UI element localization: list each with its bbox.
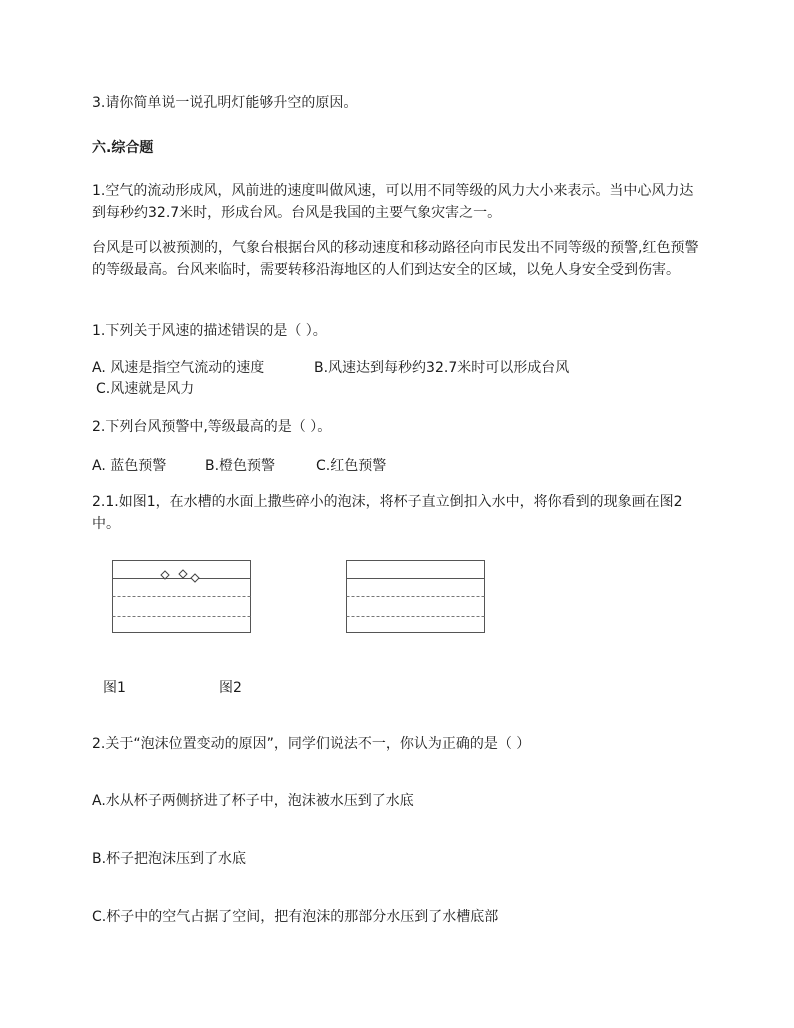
q2-option-a: A. 蓝色预警 bbox=[92, 458, 167, 474]
figure-2-water-tank bbox=[346, 560, 486, 634]
experiment-instruction: 2.1.如图1，在水槽的水面上撒些碎小的泡沫，将杯子直立倒扣入水中，将你看到的现象画在图2中。 bbox=[92, 494, 683, 532]
figure-2-caption: 图2 bbox=[219, 680, 242, 696]
intro-paragraph-2: 台风是可以被预测的，气象台根据台风的移动速度和移动路径向市民发出不同等级的预警,红色预警的等级最高。台风来临时，需要转移沿海地区的人们到达安全的区域，以免人身安全受到伤害。 bbox=[92, 240, 699, 278]
q2-option-c: C.红色预警 bbox=[316, 458, 387, 474]
q1-option-b: B.风速达到每秒约32.7米时可以形成台风 bbox=[314, 360, 570, 376]
q2-stem: 2.下列台风预警中,等级最高的是（ ）。 bbox=[92, 419, 332, 435]
q1-option-a: A. 风速是指空气流动的速度 bbox=[92, 360, 265, 376]
question-kongming-lantern: 3.请你简单说一说孔明灯能够升空的原因。 bbox=[92, 95, 358, 111]
q4-option-b: B.杯子把泡沫压到了水底 bbox=[92, 851, 247, 867]
q2-option-b: B.橙色预警 bbox=[205, 458, 276, 474]
foam-piece-icon bbox=[161, 571, 169, 579]
intro-paragraph-1: 1.空气的流动形成风，风前进的速度叫做风速，可以用不同等级的风力大小来表示。当中心风力达到每秒约32.7米时，形成台风。台风是我国的主要气象灾害之一。 bbox=[92, 183, 694, 221]
figure-1-caption: 图1 bbox=[103, 680, 126, 696]
foam-piece-icon bbox=[179, 570, 187, 578]
q1-option-c: C.风速就是风力 bbox=[96, 381, 195, 397]
figure-1-water-tank bbox=[112, 560, 252, 634]
q4-stem: 2.关于“泡沫位置变动的原因”，同学们说法不一，你认为正确的是（ ） bbox=[92, 736, 531, 752]
q4-option-a: A.水从杯子两侧挤进了杯子中，泡沫被水压到了水底 bbox=[92, 793, 414, 809]
foam-piece-icon bbox=[191, 574, 199, 582]
section-title: 六.综合题 bbox=[92, 140, 154, 156]
q4-option-c: C.杯子中的空气占据了空间，把有泡沫的那部分水压到了水槽底部 bbox=[92, 909, 499, 925]
q1-stem: 1.下列关于风速的描述错误的是（ ）。 bbox=[92, 323, 327, 339]
